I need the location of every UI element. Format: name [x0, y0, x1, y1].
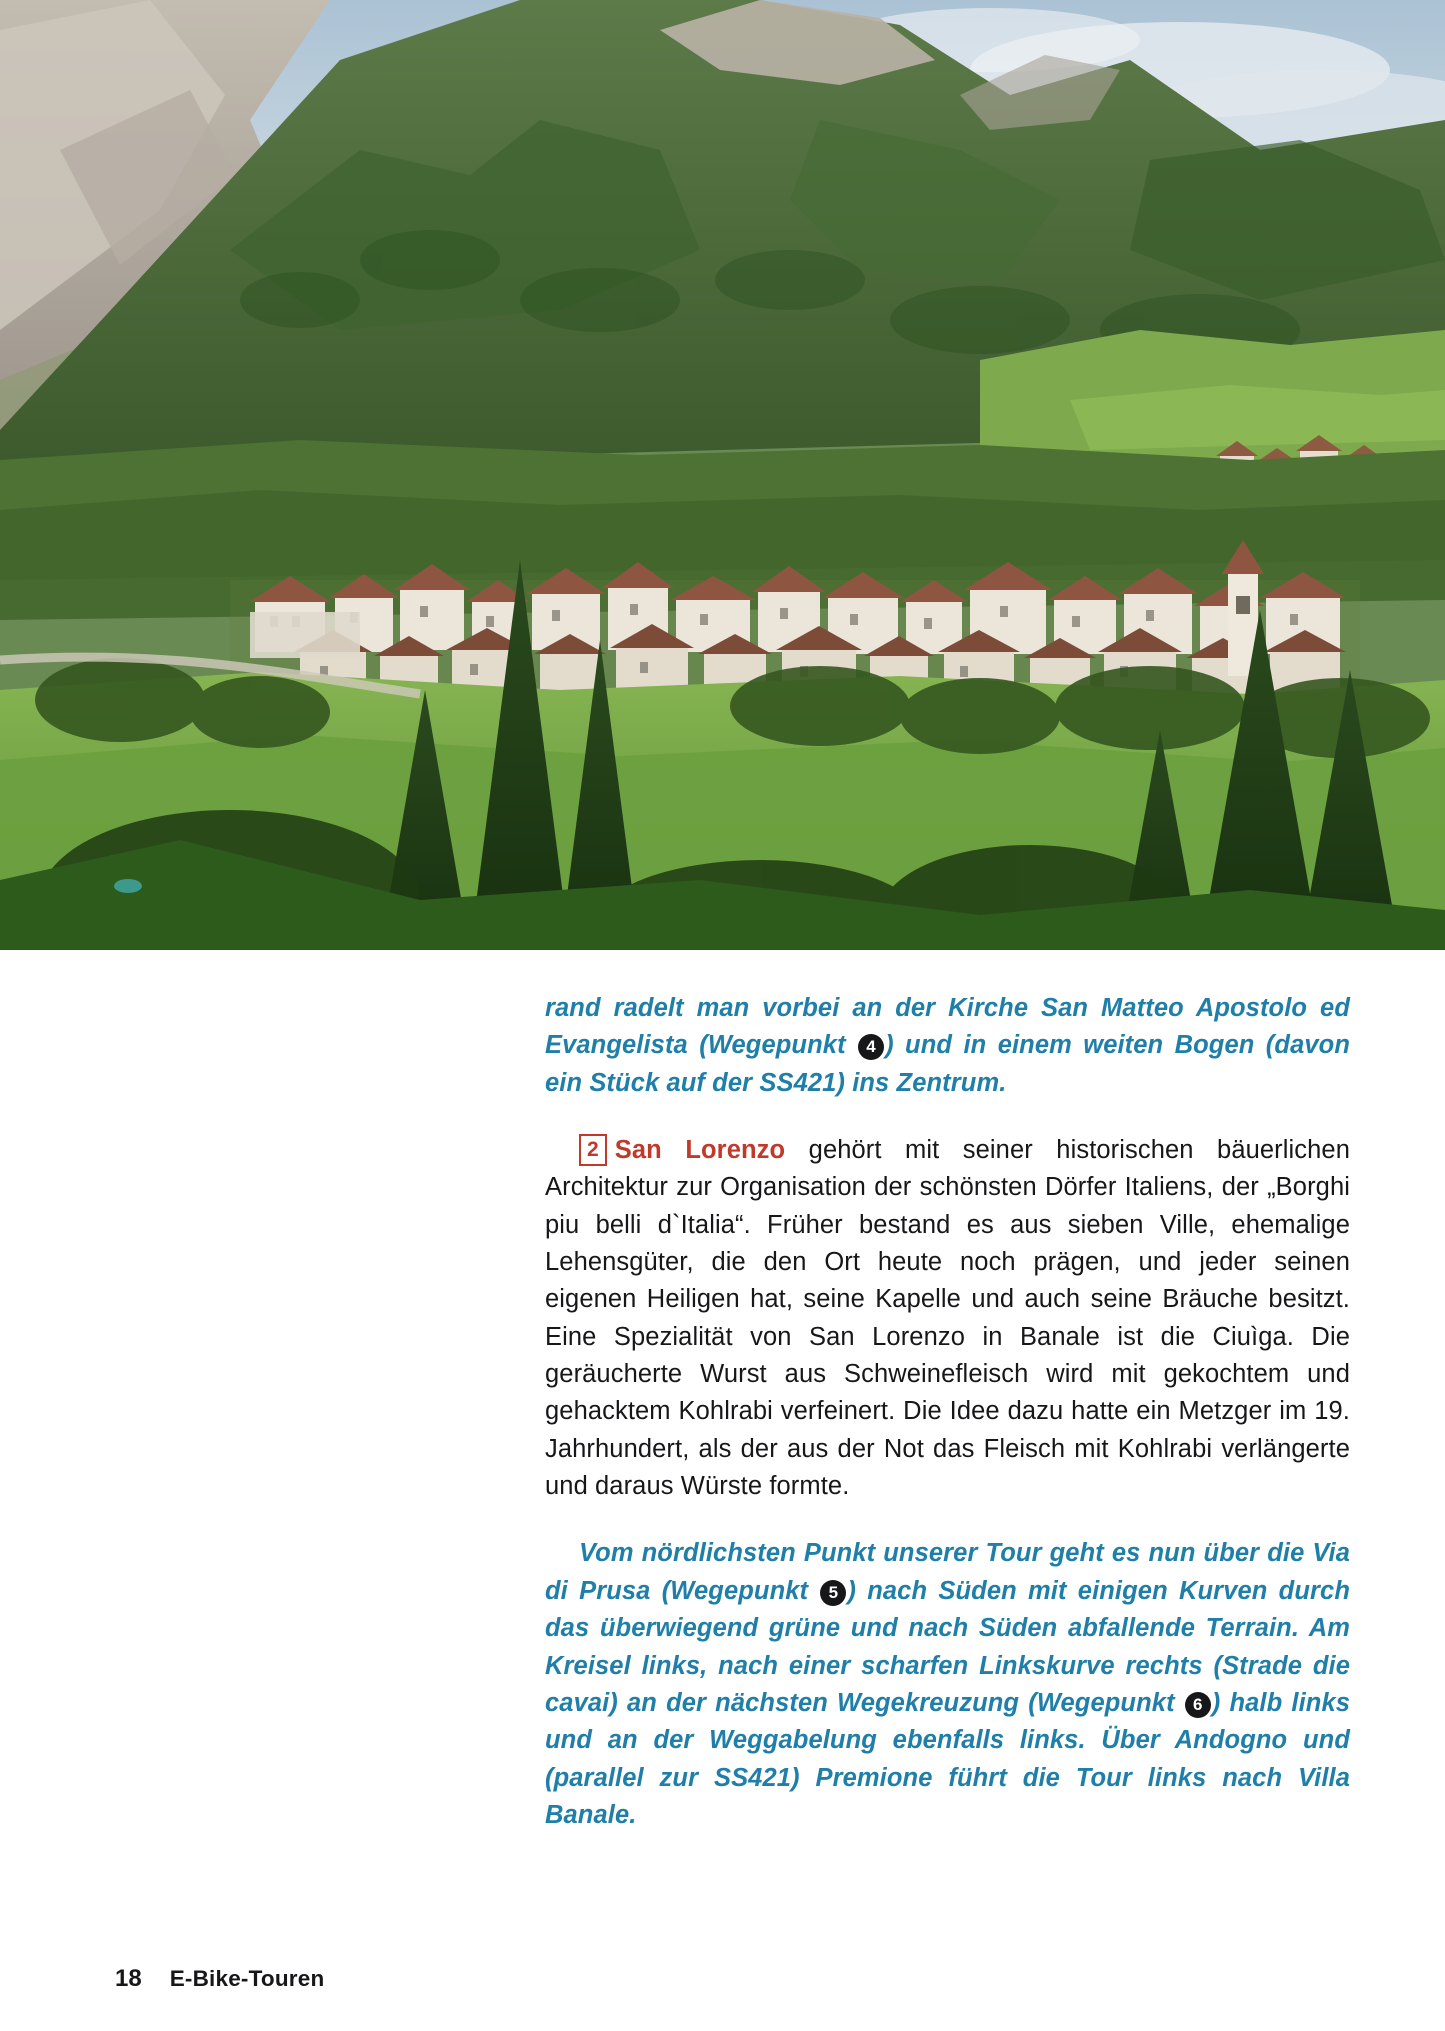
wegepunkt-label: Wegepunkt — [1036, 1688, 1175, 1717]
paragraph-intro: rand radelt man vorbei an der Kirche San Matteo Apostolo ed Evangelista (Wegepunkt 4 ) und in einem weiten Bogen (davon ein Stück auf der SS421) ins Zentrum. — [545, 994, 1350, 1097]
page-footer — [115, 1965, 324, 1993]
section-marker-2: 2 — [579, 1134, 607, 1166]
landscape-photo — [0, 0, 1445, 950]
chapter-title: E-Bike-Touren — [169, 1966, 325, 1991]
article-text-column — [545, 990, 1350, 1834]
paragraph-route: Vom nördlichsten Punkt unserer Tour geht es nun über die Via di Prusa (Wegepunkt 5 ) nach Süden mit einigen Kurven durch das überwiegend grüne und nach Süden abfallende Terrain. Am Kreisel links, nach einer scharfen Linkskurve rechts (Strade die cavai) an der nächsten Wegekreuzung (Wegepunkt 6 ) halb links und an der Weggabelung ebenfalls links. Über Andogno und (parallel zur SS421) Premione führt die Tour links nach Villa Banale. — [545, 1539, 1351, 1829]
waypoint-badge-6: 6 — [1185, 1692, 1211, 1718]
paragraph-san-lorenzo: 2 San Lorenzo gehört mit seiner historischen bäuerlichen Architektur zur Organisation der schönsten Dörfer Italiens, der „Borghi piu belli d`Italia“. Früher bestand es aus sieben Ville, ehemalige Lehensgüter, die den Ort heute noch prägen, und jeder seinen eigenen Heiligen hat, seine Kapelle und auch seine Bräuche besitzt. Eine Spezialität von San Lorenzo in Banale ist die Ciuìga. Die geräucherte Wurst aus Schweinefleisch wird mit gekochtem und gehacktem Kohlrabi verfeinert. Die Idee dazu hatte ein Metzger im 19. Jahrhundert, als der aus der Not das Fleisch mit Kohlrabi verlängerte und daraus Würste formte. — [545, 1136, 1350, 1501]
waypoint-badge-5: 5 — [820, 1580, 846, 1606]
place-name-san-lorenzo: San Lorenzo — [614, 1136, 786, 1165]
wegepunkt-label: Wegepunkt — [707, 1031, 846, 1060]
waypoint-badge-4: 4 — [858, 1034, 884, 1060]
page-number: 18 — [115, 1965, 142, 1992]
photo-illustration — [0, 0, 1445, 950]
wegepunkt-label: Wegepunkt — [670, 1576, 809, 1605]
